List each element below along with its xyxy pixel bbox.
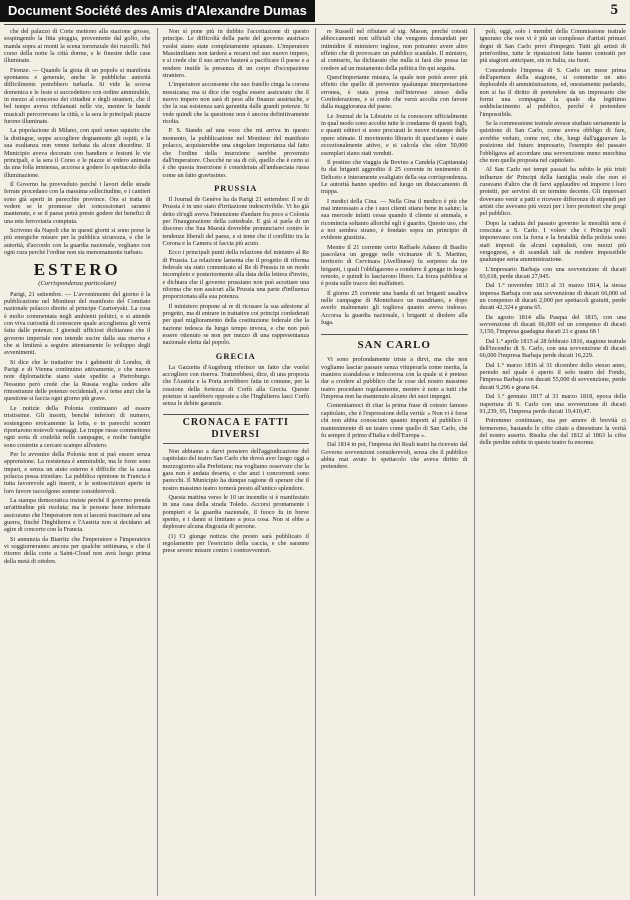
document-banner: Document Société des Amis d'Alexandre Dumas: [0, 0, 315, 22]
article-paragraph: Le Journal de la Librairie ci fa conoscere ufficialmente in qual modo sono accolte tutte le condanne di questi fogli, e quanti editori si sono procurati le nuove ristampe delle opere stimate. Il movimento librario di quest'anno è stato eccezionalmente attivo, e si calcola che oltre 50,000 esemplari siano stati venduti.: [321, 112, 468, 157]
article-paragraph: Le notizie della Polonia continuano ad essere tristissime. Gli insorti, benché inferiori di numero, sostengono eroicamente la lotta, e in parecchi scontri riportarono notevoli vantaggi. Le truppe russe commettono ogni sorta di crudeltà nelle campagne, e molte famiglie sono costrette a cercare scampo all'estero.: [4, 404, 151, 449]
article-paragraph: poli, oggi, solo i membri della Commissione teatrale ignorano che non vi è più un complesso d'artisti primari degni di San Carlo privi d'impegni. Tutti gli artisti di prim'ordine, tutte le riputazioni fatte hanno contratti per più stagioni anticipate, sin in Italia, sia fuori.: [479, 28, 626, 65]
section-heading: GRECIA: [215, 350, 256, 361]
section-heading: SAN CARLO: [321, 334, 468, 352]
article-paragraph: Si dice che le trattative tra i gabinetti di Londra, di Parigi e di Vienna continuino attivamente, e che nuove note diplomatiche siano state spedite a Pietroburgo. Nessuno però crede che la Russia voglia cedere alle rimostranze delle potenze occidentali, e si teme anzi che la questione si faccia ogni giorno più grave.: [4, 358, 151, 403]
article-paragraph: (1) Ci giunge notizia che presto sarà pubblicato il regolamento per l'esercizio della caccia, e che saranno prese severe misure contro i contravventori.: [162, 532, 309, 555]
article-paragraph: Dal 1.° gennaio 1817 al 31 marzo 1818, epoca della riapertura di S. Carlo con una sovvenzione di ducati 91,239, 95, l'impresa perde ducati 19,410,47.: [479, 393, 626, 415]
article-paragraph: Non abbiamo a darvi pensiero dell'aggiudicazione del capitolato del teatro San Carlo che dovrà aver luogo oggi a mezzogiorno alla Prefettura; ma vogliamo osservare che la gara non è andata deserta, e che anzi i concorrenti sono parecchi. Il Municipio ha dunque ragione di sperare che il nostro massimo teatro tornerà presto all'antico splendore.: [162, 447, 309, 492]
article-paragraph: Il ministero propone al re di ricusare la sua adesione al progetto, ma di entrare in trattative coi principi confederati per quel miglioramento della costituzione federale che la nazione tedesca da lungo tempo invoca, e che non può essere ottenuto se non per mezzo di una rappresentanza nazionale eletta dal popolo.: [162, 302, 309, 347]
article-paragraph: Quest'importante misura, la quale non potrà avere più effetto che quello di prevenire qualunque interpretazione erronea, è stata presa nell'interesse stesso della Confederazione, e si crede che verrà accolta con favore dalla maggioranza del paese.: [321, 74, 468, 111]
article-paragraph: Non si pone più in dubbio l'accettazione di questo principe. Le difficoltà della parte del governo austriaco vuolsi siano state completamente spianate. L'imperatore Massimiliano non tarderà a recarsi nel suo nuovo impero, e si crede che il suo arrivo basterà a pacificare il paese e a rendere inutile la presenza di un corpo d'occupazione straniero.: [162, 28, 309, 80]
article-paragraph: P. S. Stando ad una voce che mi arriva in questo momento, la pubblicazione nel Moniteur del manifesto polacco, acquisterebbe una singolare importanza dal fatto che l'ordine della inserzione sarebbe provenuto dall'imperatore. Checché ne sia di ciò, quello che è certo si è che questa inserzione è considerata all'ambasciata russa come un fatto gravissimo.: [162, 127, 309, 179]
article-paragraph: Si annunzia da Biarritz che l'imperatore e l'imperatrice vi soggiorneranno ancora per qualche settimana, e che il ritorno della corte a Saint-Cloud non avrà luogo prima della metà di ottobre.: [4, 535, 151, 565]
article-paragraph: Il postino che viaggia da Bovino a Candela (Capitanata) fu dai briganti aggredito il 25 corrente in tenimento di Deliceto e interamente svaligiato della sua corrispondenza. Le autorità hanno spedito sul luogo un distaccamento di truppa.: [321, 158, 468, 196]
article-paragraph: Ecco i principali punti della relazione del ministro al Re di Prussia. La relazione lamenta che il progetto di riforma federale sia stato comunicato al Re di Prussia in un modo incompleto e posteriormente alla data della lettera d'invito, e dichiara che il governo prussiano non può accettare una riforma che non assicuri alla Prussia una parte d'influenza proporzionata alla sua potenza.: [162, 249, 309, 301]
article-paragraph: Il Journal de Genève ha da Parigi 21 settembre: Il re di Prussia è in uno stato d'irritazione indescrivibile. Vi ho già detto ch'egli aveva l'intenzione d'andare fra poco a Colonia per l'inaugurazione della cattedrale. E già si parla di un discorso che Sua Maestà dovrebbe pronunciarvi contro le tendenze liberali del paese, e si teme che il conflitto tra la Corona e la Camera si faccia più acuto.: [162, 195, 309, 247]
article-paragraph: che del palazzo di Corte mettono alla stazione grosse, sospingendo la fitta pioggia, proveniente dal golfo, che manda sopra ai monti la scena torrenziale dei ruscelli. Nel corso della notte la città dorme, e le finestre delle case illuminate.: [4, 28, 151, 65]
article-paragraph: Parigi, 21 settembre. — L'avvenimento del giorno è la pubblicazione nel Moniteur del manifesto del Comitato nazionale polacco diretto al principe Czartoryski. La cosa è molto commentata negli ambienti politici, e si attende con viva curiosità di conoscere quale accoglienza gli verrà fatta dalle potenze. I giornali ufficiosi dichiarano che il governo imperiale non intende uscire dalla sua riserva e che si limiterà a seguire attentamente lo sviluppo degli avvenimenti.: [4, 290, 151, 357]
section-heading: CRONACA E FATTI DIVERSI: [163, 414, 310, 444]
article-paragraph: Il giorno 25 corrente una banda di sei briganti assaliva nelle campagne di Montefusco un mandriano, e dopo averlo malmenato gli toglieva quanto aveva indosso. Accorsa la guardia nazionale, i briganti si diedero alla fuga.: [321, 289, 468, 327]
article-paragraph: Vi sono profondamente triste a dirvi, ma che non vogliamo lasciar passare senza vituperarla come merita, la maniera scandalosa e indecorosa con la quale si è preteso dar a credere al pubblico che le cose del nostro massimo teatro procedano regolarmente, mentre è noto a tutti che l'impresa non ha mantenuto alcuno dei suoi impegni.: [321, 356, 468, 401]
columns: [4, 28, 626, 896]
article-paragraph: Concedendo l'impresa di S. Carlo un mese prima dell'apertura della stagione, si commette un atto deplorabile di amministrazione, ed, onestamente parlando, non si ha il diritto di pretendere da un impresario che formi una compagnia la quale dia legittimo soddisfacimento al pubblico, perché è pretendere l'impossibile.: [479, 66, 626, 118]
article-paragraph: Dopo la caduta del passato governo la moralità non è cresciuta a S. Carlo. I volere che i Principi reali imponevano con la forza e la brutalità della polizia sono stati imposti da alcuni capitalisti, con mezzi più vergognosi, e di scandali tali da rendere impossibile qualunque seria amministrazione.: [479, 219, 626, 264]
article-paragraph: Se la commessione teatrale avesse studiato seriamente la quistione di San Carlo, come aveva obbligo di fare, avrebbe veduto, come noi, che, lungi dall'aggravare la posizione del futuro impresario, l'esempio del passato l'obbligava ad accordare una sovvenzione meno meschina che non quella proposta nel capitolato.: [479, 120, 626, 164]
article-paragraph: L'impresario Barbaja con una sovvenzione di ducati 93,618, perde ducati 27,945.: [479, 265, 626, 280]
article-paragraph: Mentre il 21 corrente certo Raffaele Adamo di Basilio pascolava un gregge nelle vicinanze di S. Martino, territorio di Cervinara (Avellinese) fu sorpreso da tre briganti, i quali l'obbligarono a condurre il gregge in luogo remoto, e quindi lo lasciarono libero. La forza pubblica si è posta sulle tracce dei malfattori.: [321, 243, 468, 288]
article-paragraph: Potremmo continuare, ma per amore di brevità ci fermeremo, bastando le cifre citate a dimostrare la verità del nostro asserto. Risulta che dal 1812 al 1863 la cifra delle perdite subite in questo teatro fu enorme.: [479, 417, 626, 447]
column-1: [4, 28, 151, 896]
column-3: [315, 28, 468, 896]
article-paragraph: Dal 1814 in poi, l'impresa dei Reali teatri ha ricevuto dal Governo sovvenzioni considerevoli, senza che il pubblico abbia mai avuto lo spettacolo che aveva diritto di pretendere.: [321, 441, 468, 471]
column-2: [157, 28, 310, 896]
article-paragraph: Da agosto 1814 alla Pasqua del 1815, con una sovvenzione di ducati 66,000 ed un compenso di ducati 3,150, l'impresa guadagna ducati 21 e grana 68 !: [479, 313, 626, 336]
article-paragraph: Al San Carlo nei tempi passati ha subito le più tristi influenze de' Principi della famiglia reale che non si curavano d'altro che di farvi applaudire od imporre i loro protetti, per servirsi di un termine decente. Gli impresari dovevano venir a patti e ricevere differenze di stipendi per artisti che avevano più vezzi per i loro protettori che pregi pel pubblico.: [479, 166, 626, 218]
article-paragraph: La popolazione di Milano, con quel senso squisito che la distingue, seppe accogliere degnamente gli ospiti, e la sua esultanza non venne turbata da alcun disordine. Il Municipio aveva decorato con bandiere e festoni le vie principali, e la sera il Corso e le piazze si videro animate da una folla immensa, accorsa a godere lo spettacolo della illuminazione.: [4, 127, 151, 179]
top-rule: [4, 24, 626, 25]
article-paragraph: La Gazzetta d'Augsburg riferisce un fatto che vuolsi accogliere con riserva. Tratterebbesi, dice, di una proposta che l'Austria e la Porta avrebbero fatta in comune, per la cessione della fortezza di Corfù alla Grecia. Queste potenze si sarebbero opposte a che l'Inghilterra lasci Corfù senza le debite garanzie.: [162, 363, 309, 408]
article-paragraph: La stampa democratica insiste perché il governo prenda un'attitudine più risoluta; ma le persone bene informate assicurano che l'imperatore non si lascerà trascinare ad una guerra, finché l'Inghilterra e l'Austria non si decidano ad agire di concerto con la Francia.: [4, 496, 151, 534]
article-paragraph: Contentiamoci di citar la prima frase di cotesto famoso capitolato, che è l'espressione della verità: « Non vi è forse chi non abbia conosciuto quanto importi al pubblico il mantenimento di un teatro come quello di San Carlo, che fu sempre il primo d'Italia e dell'Europa ».: [321, 402, 468, 439]
article-paragraph: Dal 1.° marzo 1816 al 31 dicembre dello stesso anno, periodo nel quale è aperto il solo teatro del Fondo, l'impresa Barbaja con ducati 55,000 di sovvenzione, perde ducati 9,296 e grana 64.: [479, 361, 626, 391]
article-paragraph: Firenze. — Quando la gioia di un popolo si manifesta spontanea e generale, anche le pubbliche autorità difficilmente potrebbero turbarla. Si vide la scorsa domenica e le feste si succedettero con ordine ammirabile, in mezzo al concorso dei cittadini e degli stranieri, che il bel tempo aveva richiamati nelle vie, mentre le bande musicali percorrevano la città, e la sera le principali piazze furono illuminate.: [4, 66, 151, 126]
article-paragraph: L'imperatore acconsente che suo fratello cinga la corona messicana; ma si dice che voglia essere assicurato che il nuovo impero non sarà di peso alle finanze austriache, e che la sua esistenza sarà garantita dalle grandi potenze. Si vede quindi che la questione non è ancora definitivamente risolta.: [162, 81, 309, 126]
article-paragraph: Dal 1.° novembre 1813 al 31 marzo 1814, la stessa impresa Barbaja con una sovvenzione di ducati 66,000 ed un compenso di ducati 2,000 per spettacoli gratuiti, perde ducati 42,324 e grana 65.: [479, 282, 626, 312]
page-number: 5: [610, 2, 618, 18]
article-paragraph: Per lo avvenire della Polonia non si può essere senza apprensione. La resistenza è ammirabile, ma le forze sono impari, e senza un aiuto esterno è difficile che la causa polacca possa trionfare. La pubblica opinione in Francia è tutta favorevole agli insorti, e le sottoscrizioni aperte in loro favore raccolgono somme considerevoli.: [4, 450, 151, 495]
section-heading: (Corrispondenza particolare): [38, 280, 117, 288]
column-4: [474, 28, 627, 896]
article-paragraph: re Russell nel rifiutare al sig. Mason, perché cotesti abboccamenti non ufficiali che vengono domandati per intimidire il ministero inglese, non potranno avere altro effetto che di provocare un pubblico scandalo. Il ministro, al contrario, ha dichiarato che nulla si farà che possa far credere ad un mutamento della politica fin qui seguita.: [321, 28, 468, 72]
section-heading: ESTERO: [33, 260, 121, 280]
article-paragraph: Questa mattina verso le 10 un incendio si è manifestato in una casa della strada Toledo. Accorsi prontamente i pompieri e la guardia nazionale, il fuoco fu in breve spento, e i danni si limitano a poca cosa. Non si ebbe a deplorare alcuna disgrazia di persone.: [162, 493, 309, 531]
article-paragraph: Il Governo ha provveduto perché i lavori delle strade ferrate procedano con la massima sollecitudine, e i cantieri sono già aperti in parecchie province. Ora si tratta di vedere se le promesse dei concessionari saranno mantenute, e se il paese potrà presto godere dei benefici di una rete ferroviaria compiuta.: [4, 180, 151, 225]
section-heading: PRUSSIA: [214, 182, 258, 193]
article-paragraph: I medici della Cina. — Nella Cina il medico è più che mai interessato a che i suoi clienti stiano bene in salute; la sua mercede infatti cessa quando il cliente si ammala, e ricomincia soltanto allorché egli è guarito. Questo uso, che a noi sembra strano, è fondato sopra un principio di evidente giustizia.: [321, 197, 468, 242]
article-paragraph: Scrivono da Napoli che in questi giorni si sono prese le più energiche misure per la pubblica sicurezza, e che le autorità, d'accordo con la guardia nazionale, vegliano con ogni cura perché l'ordine non sia menomamente turbato.: [4, 226, 151, 256]
article-paragraph: Dal 1.° aprile 1815 al 28 febbraio 1816, stagione teatrale dell'incendio di S. Carlo, con una sovvenzione di ducati 66,000 l'impresa Barbaja perde ducati 16,229.: [479, 337, 626, 360]
